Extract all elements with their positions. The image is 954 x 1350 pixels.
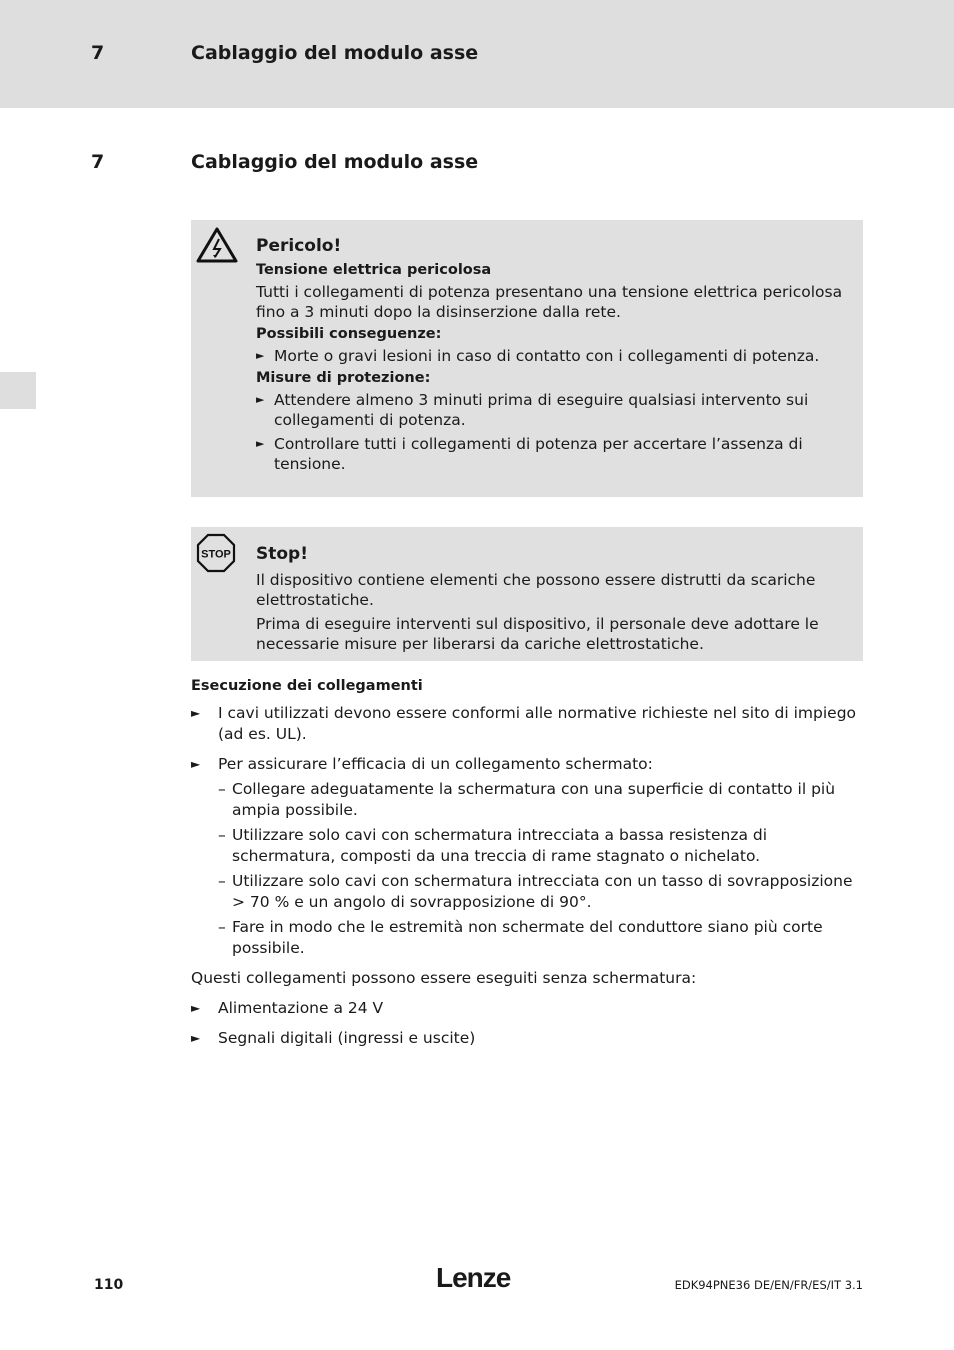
stop-paragraph: Il dispositivo contiene elementi che possono essere distrutti da scariche elettrostatiche. <box>256 571 816 609</box>
list-item: ► Alimentazione a 24 V <box>191 999 384 1017</box>
sub-list-item: – Utilizzare solo cavi con schermatura intrecciata con un tasso di sovrapposizione > 70 % e un angolo di sovrapposizione di 90°. <box>218 872 853 911</box>
arrow-bullet-icon: ► <box>191 706 201 720</box>
dash-marker: – <box>218 872 226 890</box>
arrow-bullet-icon: ► <box>191 1031 201 1045</box>
danger-notice <box>191 220 863 497</box>
section-title: Cablaggio del modulo asse <box>191 151 479 173</box>
measure-item: ► Controllare tutti i collegamenti di potenza per accertare l’assenza di tensione. <box>256 435 803 473</box>
stop-notice <box>191 527 863 661</box>
measure-item: ► Attendere almeno 3 minuti prima di eseguire qualsiasi intervento sui collegamenti di potenza. <box>256 391 809 429</box>
arrow-bullet-icon: ► <box>256 349 265 362</box>
connections-heading: Esecuzione dei collegamenti <box>191 678 423 694</box>
danger-subtitle: Tensione elettrica pericolosa <box>256 262 492 278</box>
header-chapter-number: 7 <box>91 42 105 64</box>
chapter-side-tab <box>0 372 36 409</box>
stop-paragraph: Prima di eseguire interventi sul dispositivo, il personale deve adottare le necessarie misure per liberarsi da cariche elettrostatiche. <box>256 615 819 653</box>
list-item: ► Per assicurare l’efficacia di un collegamento schermato: – Collegare adeguatamente la schermatura con una superficie di contatto il più ampia possibile. – Utilizzare solo cavi con schermatura intrecciata a bassa resistenza di schermatura, composti da una treccia di rame stagnato o nichelato. – Utilizzare solo cavi con schermatura intrecciata con un tasso di sovrapposizione > 70 % e un angolo di sovrapposizione di 90°. – Fare in modo che le estremità non schermate del conduttore siano più corte possibile. <box>191 754 863 959</box>
page-number: 110 <box>94 1277 124 1293</box>
document-code: EDK94PNE36 DE/EN/FR/ES/IT 3.1 <box>674 1278 863 1292</box>
stop-heading: Stop! <box>256 544 308 564</box>
stop-sign-icon <box>196 533 236 577</box>
svg-text:STOP: STOP <box>201 548 231 561</box>
shielding-sublist <box>218 779 863 959</box>
arrow-bullet-icon: ► <box>191 1001 201 1015</box>
header-band <box>0 0 954 108</box>
arrow-bullet-icon: ► <box>191 757 201 771</box>
main-content <box>191 676 863 1058</box>
danger-text: Tutti i collegamenti di potenza presentano una tensione elettrica pericolosa fino a 3 minuti dopo la disinserzione dalla rete. <box>256 283 843 321</box>
list-item: ► Segnali digitali (ingressi e uscite) <box>191 1029 476 1047</box>
sub-list-item: – Utilizzare solo cavi con schermatura intrecciata a bassa resistenza di schermatura, composti da una treccia di rame stagnato o nichelato. <box>218 826 768 865</box>
consequence-item: ► Morte o gravi lesioni in caso di contatto con i collegamenti di potenza. <box>256 347 820 365</box>
dash-marker: – <box>218 918 226 936</box>
list-item: ► I cavi utilizzati devono essere conformi alle normative richieste nel sito di impiego (ad es. UL). <box>191 704 857 743</box>
section-number: 7 <box>91 151 105 173</box>
consequences-label: Possibili conseguenze: <box>256 326 442 342</box>
header-chapter-title: Cablaggio del modulo asse <box>191 42 479 64</box>
danger-heading: Pericolo! <box>256 236 342 256</box>
dash-marker: – <box>218 826 226 844</box>
lenze-logo: Lenze <box>436 1262 511 1293</box>
measures-label: Misure di protezione: <box>256 370 431 386</box>
dash-marker: – <box>218 780 226 798</box>
arrow-bullet-icon: ► <box>256 393 265 406</box>
sub-list-item: – Fare in modo che le estremità non schermate del conduttore siano più corte possibile. <box>218 918 823 957</box>
unshielded-note: Questi collegamenti possono essere eseguiti senza schermatura: <box>191 969 697 987</box>
electrical-hazard-icon <box>196 226 238 268</box>
arrow-bullet-icon: ► <box>256 437 265 450</box>
sub-list-item: – Collegare adeguatamente la schermatura con una superficie di contatto il più ampia possibile. <box>218 780 836 819</box>
